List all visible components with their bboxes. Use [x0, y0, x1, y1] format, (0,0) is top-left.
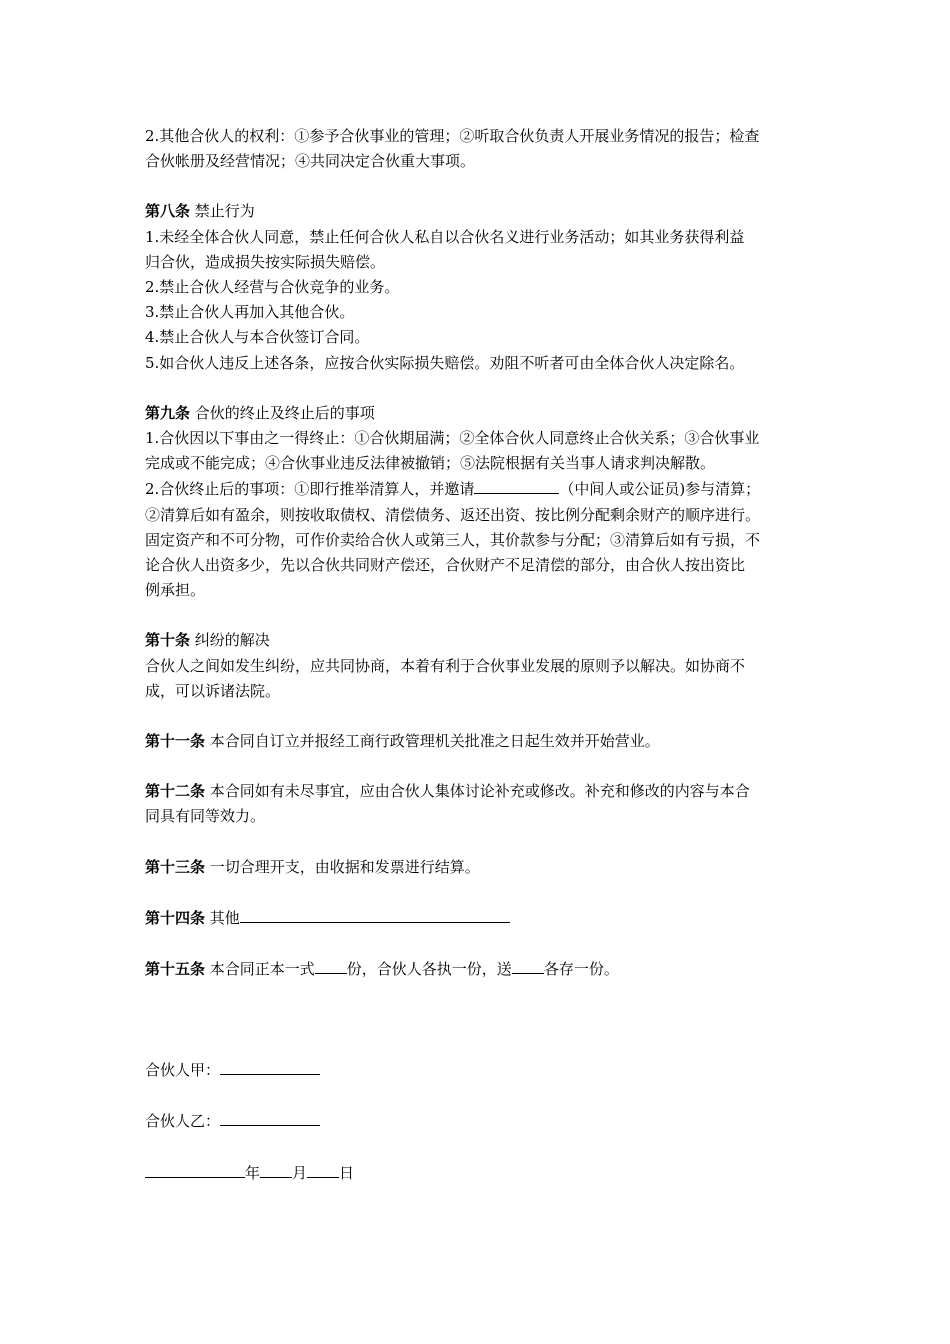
- article-11-text: 本合同自订立并报经工商行政管理机关批准之日起生效并开始营业。: [205, 732, 660, 751]
- article-10-line: 合伙人之间如发生纠纷，应共同协商，本着有利于合伙事业发展的原则予以解决。如协商不: [145, 656, 746, 675]
- article-9-line: 1.合伙因以下事由之一得终止：①合伙期届满；②全体合伙人同意终止合伙关系；③合伙事业: [145, 429, 760, 448]
- article-15-text-2: 份，合伙人各执一份，送: [346, 960, 512, 979]
- article-15-label: 第十五条: [145, 960, 206, 979]
- article-9-label: 第九条: [145, 403, 191, 422]
- article-9-line-3-suffix: （中间人或公证员)参与清算；: [559, 480, 761, 499]
- article-10-title: 纠纷的解决: [190, 631, 270, 650]
- year-blank[interactable]: [145, 1160, 245, 1178]
- article-13-text: 一切合理开支，由收据和发票进行结算。: [205, 857, 480, 876]
- article-12-text: 本合同如有未尽事宜，应由合伙人集体讨论补充或修改。补充和修改的内容与本合: [205, 782, 750, 801]
- article-14: [145, 905, 810, 931]
- article-8-label: 第八条: [145, 202, 191, 221]
- contract-page: [145, 124, 810, 1186]
- article-11: [145, 729, 810, 754]
- article-8-item: 1.未经全体合伙人同意，禁止任何合伙人私自以合伙名义进行业务活动；如其业务获得利益: [145, 227, 745, 246]
- year-label: 年: [245, 1163, 261, 1182]
- article-10-heading-line: [145, 628, 810, 653]
- article-8-item: 归合伙，造成损失按实际损失赔偿。: [145, 252, 386, 271]
- party-b-label: 合伙人乙：: [145, 1112, 221, 1131]
- recipient-blank[interactable]: [512, 956, 544, 974]
- article-8-item: 2.禁止合伙人经营与合伙竞争的业务。: [145, 278, 400, 297]
- article-8-item: 4.禁止合伙人与本合伙签订合同。: [145, 328, 370, 347]
- article-12-label: 第十二条: [145, 782, 206, 801]
- signature-date: [145, 1160, 810, 1186]
- article-9-heading-line: [145, 401, 810, 426]
- party-a-label: 合伙人甲：: [145, 1061, 221, 1080]
- article-9-title: 合伙的终止及终止后的事项: [190, 403, 375, 422]
- article-8-heading-line: [145, 199, 810, 224]
- other-terms-blank[interactable]: [240, 905, 510, 923]
- article-8-item: 3.禁止合伙人再加入其他合伙。: [145, 303, 355, 322]
- article-15: [145, 956, 810, 982]
- day-blank[interactable]: [307, 1160, 339, 1178]
- article-10-label: 第十条: [145, 631, 191, 650]
- mediator-blank[interactable]: [474, 476, 559, 494]
- article-9-line: 例承担。: [145, 581, 206, 600]
- article-8-title: 禁止行为: [190, 202, 255, 221]
- article-15-text-1: 本合同正本一式: [205, 960, 315, 979]
- article-9-line: 论合伙人出资多少，先以合伙共同财产偿还，合伙财产不足清偿的部分，由合伙人按出资比: [145, 556, 746, 575]
- signature-party-b: [145, 1108, 810, 1134]
- copies-count-blank[interactable]: [315, 956, 347, 974]
- article-15-text-3: 各存一份。: [543, 960, 619, 979]
- article-7-item-2-line-2: 合伙帐册及经营情况；④共同决定合伙重大事项。: [145, 152, 476, 171]
- article-9-line-3-prefix: 2.合伙终止后的事项：①即行推举清算人，并邀请: [145, 480, 475, 499]
- article-14-label: 第十四条: [145, 908, 206, 927]
- month-label: 月: [292, 1163, 308, 1182]
- article-10-line: 成，可以诉诸法院。: [145, 681, 281, 700]
- day-label: 日: [339, 1163, 355, 1182]
- party-b-signature-blank[interactable]: [220, 1108, 320, 1126]
- article-11-label: 第十一条: [145, 732, 206, 751]
- article-8-item: 5.如合伙人违反上述各条，应按合伙实际损失赔偿。劝阻不听者可由全体合伙人决定除名。: [145, 353, 745, 372]
- party-a-signature-blank[interactable]: [220, 1057, 320, 1075]
- article-13-label: 第十三条: [145, 857, 206, 876]
- signature-party-a: [145, 1057, 810, 1083]
- article-13: [145, 855, 810, 880]
- article-9-line: 完成或不能完成；④合伙事业违反法律被撤销；⑤法院根据有关当事人请求判决解散。: [145, 454, 716, 473]
- article-12: [145, 779, 810, 804]
- article-12-line-2: 同具有同等效力。: [145, 807, 266, 826]
- article-9-line: 固定资产和不可分物，可作价卖给合伙人或第三人，其价款参与分配；③清算后如有亏损，不: [145, 530, 761, 549]
- article-7-item-2-line-1: 2.其他合伙人的权利：①参予合伙事业的管理；②听取合伙负责人开展业务情况的报告；检查: [145, 127, 760, 145]
- article-9-line: [145, 476, 810, 502]
- month-blank[interactable]: [260, 1160, 292, 1178]
- article-9-line: ②清算后如有盈余，则按收取债权、清偿债务、返还出资、按比例分配剩余财产的顺序进行。: [145, 505, 761, 524]
- article-14-text: 其他: [205, 908, 240, 927]
